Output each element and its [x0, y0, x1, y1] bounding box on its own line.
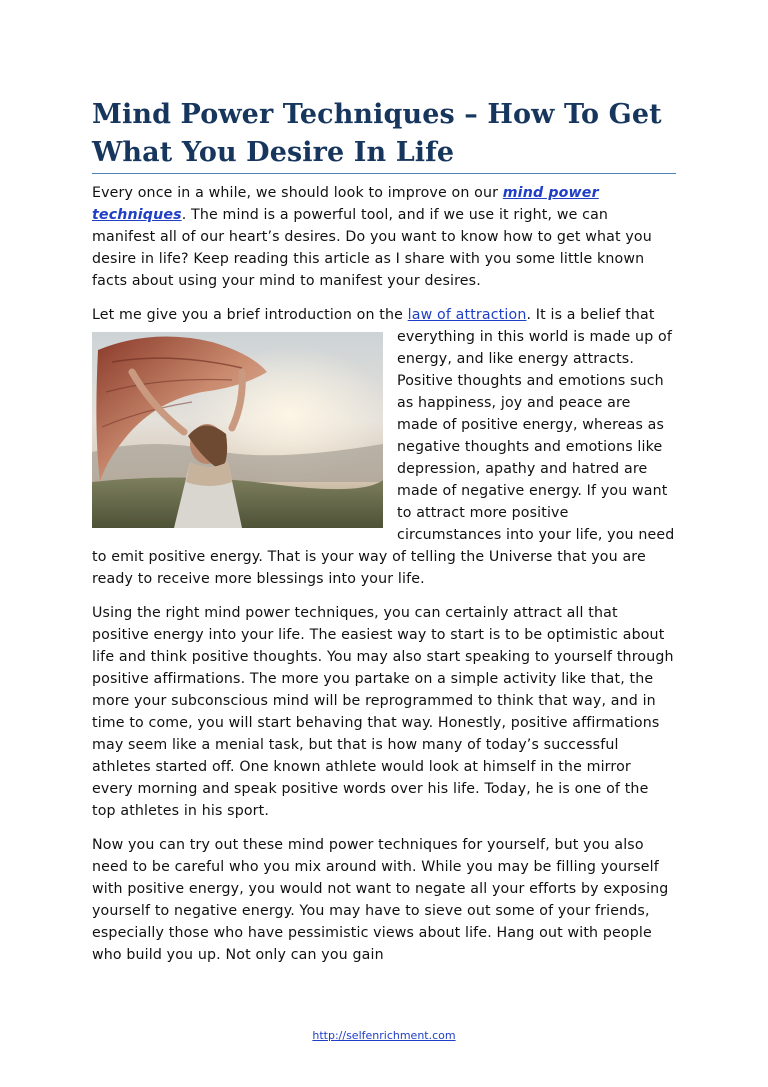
- article-title: Mind Power Techniques – How To Get What You Desire In Life: [92, 96, 676, 174]
- paragraph-friends: Now you can try out these mind power techniques for yourself, but you also need to be careful who you mix around with. While you may be filling yourself with positive energy, you would not want to negate all your efforts by exposing yourself to negative energy. You may have to sieve out some of your friends, especially those who have pessimistic views about life. Hang out with people who build you up. Not only can you gain: [92, 837, 669, 963]
- law-of-attraction-link[interactable]: law of attraction: [407, 307, 527, 323]
- paragraph-law-of-attraction: [92, 304, 676, 590]
- paragraph-intro-text-1: Every once in a while, we should look to improve on our: [92, 185, 503, 201]
- mind-power-techniques-link[interactable]: mind power techniques: [92, 185, 599, 223]
- paragraph-intro-text-2: . The mind is a powerful tool, and if we use it right, we can manifest all of our heart’s desires. Do you want to know how to get what you desire in life? Keep reading this article as I share with you some little known facts about using your mind to manifest your desires.: [92, 207, 652, 289]
- document-page: [92, 96, 676, 978]
- footer-url-link[interactable]: http://selfenrichment.com: [312, 1029, 456, 1042]
- paragraph-techniques: Using the right mind power techniques, you can certainly attract all that positive energy into your life. The easiest way to start is to be optimistic about life and think positive thoughts. You may also start speaking to yourself through positive affirmations. The more you partake on a simple activity like that, the more your subconscious mind will be reprogrammed to think that way, and in time to come, you will start behaving that way. Honestly, positive affirmations may seem like a menial task, but that is how many of today’s successful athletes started off. One known athlete would look at himself in the mirror every morning and speak positive words over his life. Today, he is one of the top athletes in his sport.: [92, 605, 674, 819]
- paragraph-loa-text-1: Let me give you a brief introduction on the: [92, 307, 408, 323]
- page-footer: [0, 1029, 768, 1042]
- paragraph-loa-text-2: . It is a belief that everything in this world is made up of energy, and like energy attracts. Positive thoughts and emotions such as happiness, joy and peace are made of positive energy, whereas as negative thoughts and emotions like depression, apathy and hatred are made of negative energy. If you want to attract more positive circumstances into your life, you need to emit positive energy. That is your way of telling the Universe that you are ready to receive more blessings into your life.: [92, 307, 675, 587]
- paragraph-intro: [92, 182, 676, 292]
- woman-with-scarf-photo: [92, 332, 383, 528]
